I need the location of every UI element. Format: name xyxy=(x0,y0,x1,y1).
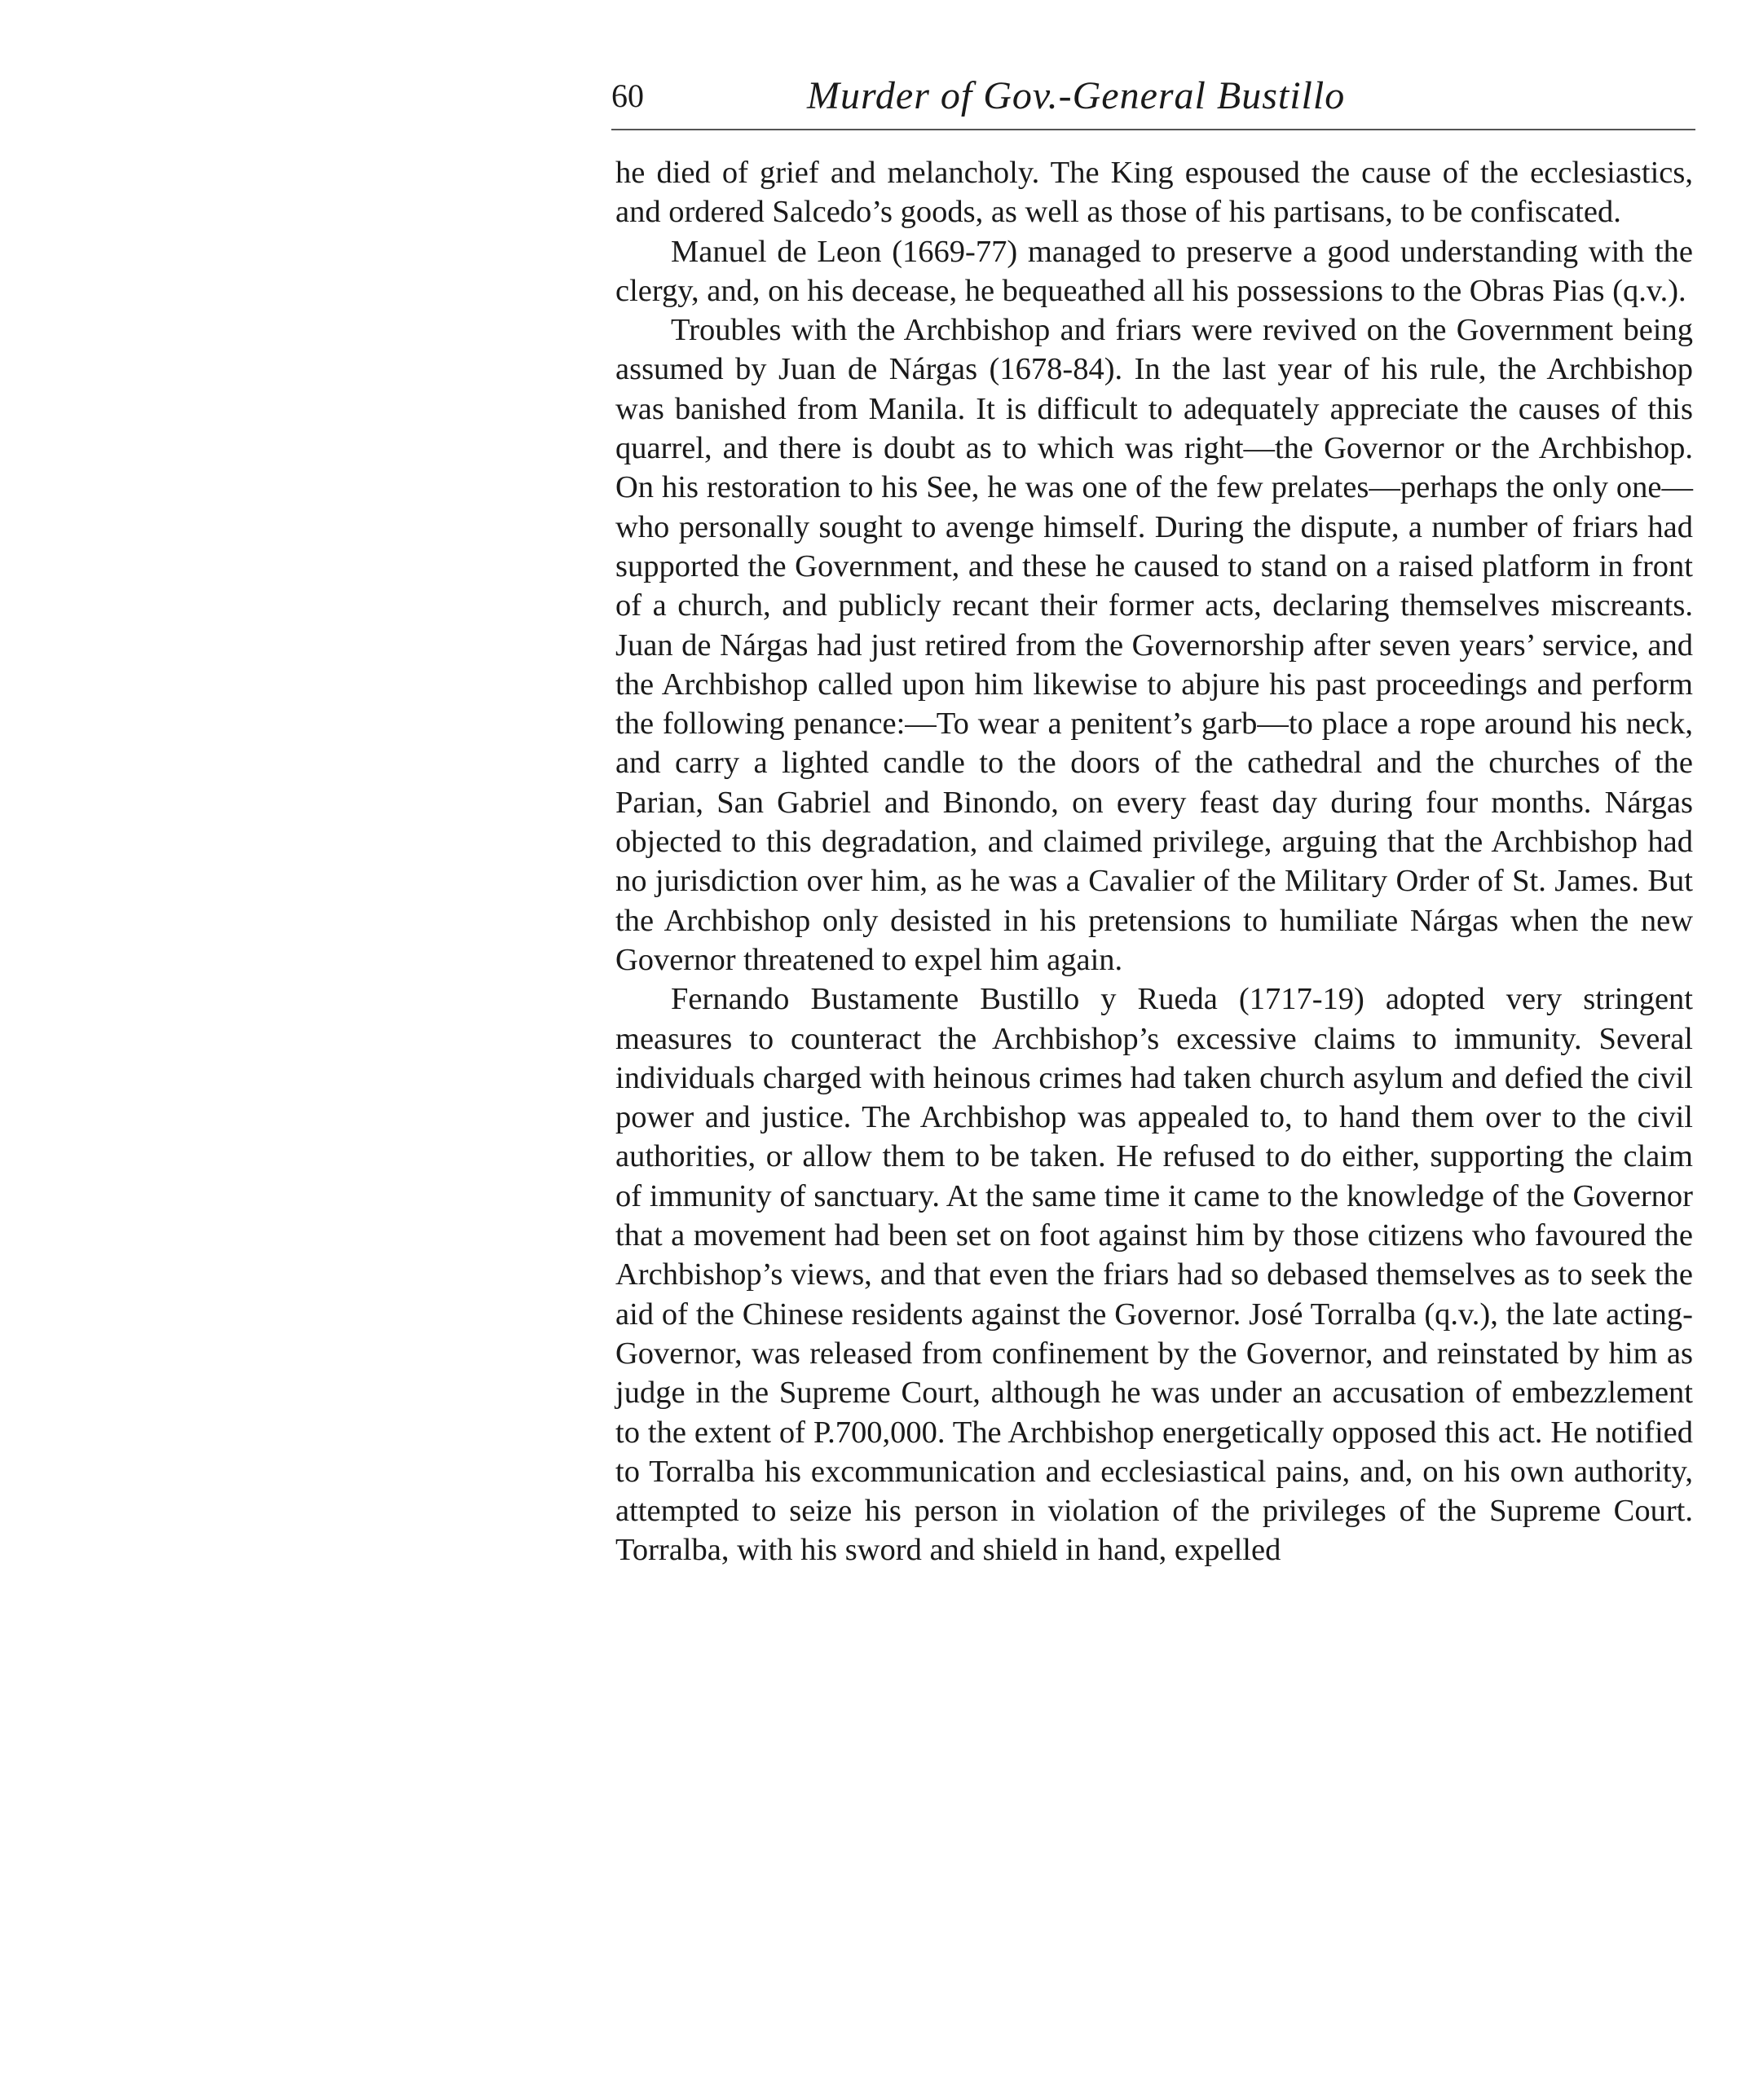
paragraph-manuel-de-leon: Manuel de Leon (1669-77) managed to preserve a good understanding with the clergy, and, on his decease, he bequeathed all his possessions to the Obras Pias (q.v.). xyxy=(615,234,1693,308)
paragraph-juan-de-nargas: Troubles with the Archbishop and friars were revived on the Government being assumed by Juan de Nárgas (1678-84). In the last year of his rule, the Archbishop was banished from Manila. It is difficult to adequately appreciate the causes of this quarrel, and there is doubt as to which was right—the Governor or the Archbishop. On his restoration to his See, he was one of the few prelates—perhaps the only one—who personally sought to avenge himself. During the dispute, a number of friars had supported the Government, and these he caused to stand on a raised platform in front of a church, and publicly recant their former acts, declaring themselves miscreants. Juan de Nárgas had just retired from the Governorship after seven years’ service, and the Archbishop called upon him likewise to abjure his past proceedings and perform the following penance:—To wear a penitent’s garb—to place a rope around his neck, and carry a lighted candle to the doors of the cathedral and the churches of the Parian, San Gabriel and Binondo, on every feast day during four months. Nárgas objected to this degradation, and claimed privilege, arguing that the Archbishop had no jurisdiction over him, as he was a Cavalier of the Military Order of St. James. But the Archbishop only desisted in his pretensions to humiliate Nárgas when the new Governor threatened to expel him again. xyxy=(615,313,1693,977)
page-number: 60 xyxy=(611,77,644,114)
paragraph-continued: he died of grief and melancholy. The King espoused the cause of the ecclesiastics, and ordered Salcedo’s goods, as well as those of his partisans, to be confiscated. xyxy=(615,156,1693,230)
header-rule xyxy=(611,129,1695,130)
paragraph-bustillo: Fernando Bustamente Bustillo y Rueda (1717-19) adopted very stringent measures to counteract the Archbishop’s excessive claims to immunity. Several individuals charged with heinous crimes had taken church asylum and defied the civil power and justice. The Archbishop was appealed to, to hand them over to the civil authorities, or allow them to be taken. He refused to do either, supporting the claim of immunity of sanctuary. At the same time it came to the knowledge of the Governor that a movement had been set on foot against him by those citizens who favoured the Archbishop’s views, and that even the friars had so debased themselves as to seek the aid of the Chinese residents against the Governor. José Torralba (q.v.), the late acting-Governor, was released from confinement by the Governor, and reinstated by him as judge in the Supreme Court, although he was under an accusation of embezzlement to the extent of P.700,000. The Archbishop energetically opposed this act. He notified to Torralba his excommunication and ecclesiastical pains, and, on his own authority, attempted to seize his person in violation of the privileges of the Supreme Court. Torralba, with his sword and shield in hand, expelled xyxy=(615,982,1693,1568)
body-text xyxy=(615,153,1693,1570)
page-header xyxy=(611,72,1695,121)
running-title: Murder of Gov.-General Bustillo xyxy=(807,74,1346,117)
